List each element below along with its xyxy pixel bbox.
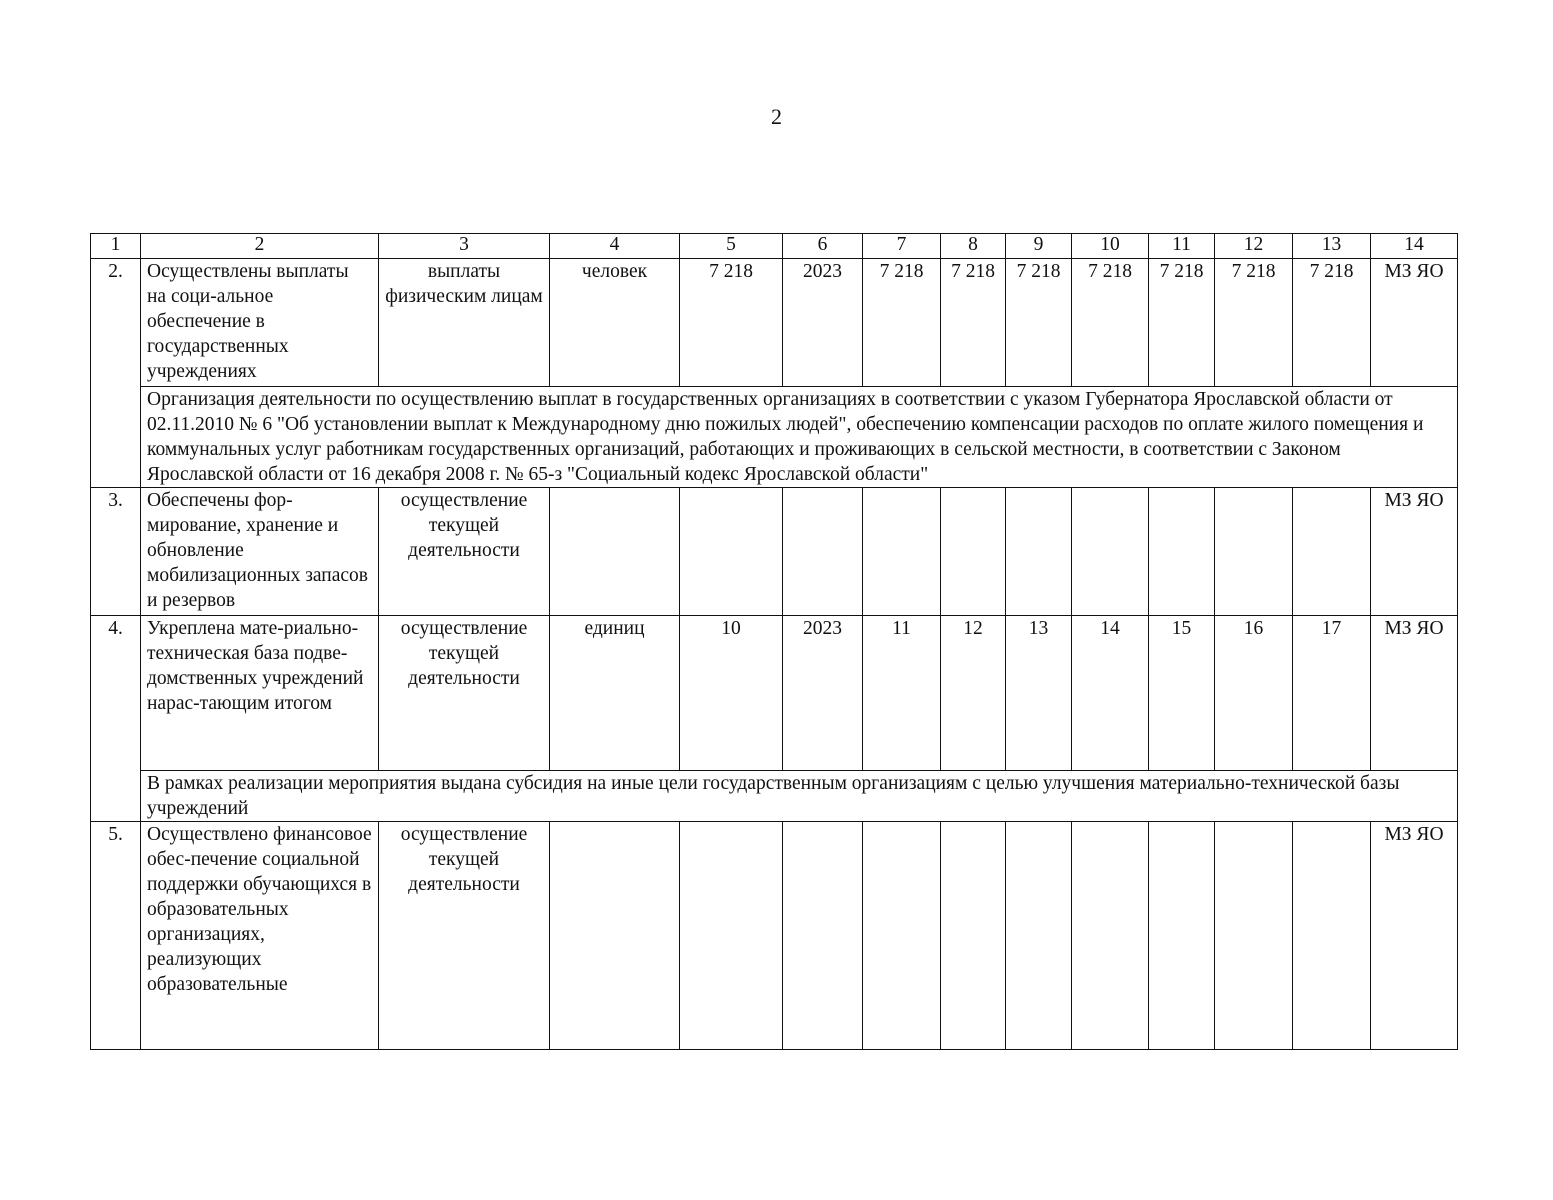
page-number: 2 <box>771 104 782 129</box>
year-value: 7 218 <box>1215 259 1293 387</box>
year-value <box>941 822 1006 1050</box>
year-value: 11 <box>863 616 941 771</box>
year-value: 7 218 <box>1149 259 1215 387</box>
indicator-type: выплаты физическим лицам <box>379 259 550 387</box>
column-number: 11 <box>1149 234 1215 259</box>
base-year <box>783 822 863 1050</box>
year-value <box>1293 488 1371 616</box>
year-value: 12 <box>941 616 1006 771</box>
column-number-row <box>91 234 1458 259</box>
table-row-note <box>91 387 1458 488</box>
unit: человек <box>550 259 680 387</box>
year-value: 7 218 <box>941 259 1006 387</box>
year-value: 14 <box>1072 616 1149 771</box>
base-value: 10 <box>680 616 783 771</box>
indicators-table <box>90 233 1458 1050</box>
row-number: 3. <box>91 488 141 616</box>
responsible: МЗ ЯО <box>1371 488 1458 616</box>
base-value <box>680 488 783 616</box>
year-value <box>1293 822 1371 1050</box>
indicator-type: осуществление текущей деятельности <box>379 488 550 616</box>
column-number: 4 <box>550 234 680 259</box>
year-value <box>941 488 1006 616</box>
year-value: 17 <box>1293 616 1371 771</box>
unit: единиц <box>550 616 680 771</box>
responsible: МЗ ЯО <box>1371 616 1458 771</box>
column-number: 12 <box>1215 234 1293 259</box>
base-year: 2023 <box>783 616 863 771</box>
year-value: 7 218 <box>1006 259 1072 387</box>
year-value <box>1006 822 1072 1050</box>
base-value: 7 218 <box>680 259 783 387</box>
year-value: 16 <box>1215 616 1293 771</box>
indicator-name: Осуществлены выплаты на соци-альное обеспечение в государственных учреждениях <box>141 259 379 387</box>
column-number: 14 <box>1371 234 1458 259</box>
table-row <box>91 616 1458 771</box>
indicator-name: Обеспечены фор-мирование, хранение и обновление мобилизационных запасов и резервов <box>141 488 379 616</box>
responsible: МЗ ЯО <box>1371 822 1458 1050</box>
year-value <box>863 488 941 616</box>
indicator-name: Осуществлено финансовое обес-печение социальной поддержки обучающихся в образовательных организациях, реализующих образовательные <box>141 822 379 1050</box>
column-number: 1 <box>91 234 141 259</box>
unit <box>550 822 680 1050</box>
base-year <box>783 488 863 616</box>
year-value <box>1215 488 1293 616</box>
year-value <box>1006 488 1072 616</box>
year-value: 13 <box>1006 616 1072 771</box>
year-value: 7 218 <box>1293 259 1371 387</box>
column-number: 3 <box>379 234 550 259</box>
indicator-name: Укреплена мате-риально-техническая база подве-домственных учреждений нарас-тающим итогом <box>141 616 379 771</box>
column-number: 8 <box>941 234 1006 259</box>
indicator-type: осуществление текущей деятельности <box>379 616 550 771</box>
column-number: 10 <box>1072 234 1149 259</box>
table-row <box>91 822 1458 1050</box>
base-year: 2023 <box>783 259 863 387</box>
responsible: МЗ ЯО <box>1371 259 1458 387</box>
column-number: 13 <box>1293 234 1371 259</box>
base-value <box>680 822 783 1050</box>
table-row-note <box>91 771 1458 822</box>
year-value: 7 218 <box>863 259 941 387</box>
year-value <box>1215 822 1293 1050</box>
column-number: 5 <box>680 234 783 259</box>
column-number: 7 <box>863 234 941 259</box>
year-value: 7 218 <box>1072 259 1149 387</box>
indicator-type: осуществление текущей деятельности <box>379 822 550 1050</box>
row-note: Организация деятельности по осуществлению выплат в государственных организациях в соответствии с указом Губернатора Ярославской области от 02.11.2010 № 6 "Об установлении выплат к Международному дню пожилых людей", обеспечению компенсации расходов по оплате жилого помещения и коммунальных услуг работникам государственных организаций, работающих и проживающих в сельской местности, в соответствии с Законом Ярославской области от 16 декабря 2008 г. № 65-з "Социальный кодекс Ярославской области" <box>141 387 1458 488</box>
year-value <box>1149 488 1215 616</box>
column-number: 9 <box>1006 234 1072 259</box>
year-value <box>1072 822 1149 1050</box>
year-value <box>1072 488 1149 616</box>
table-row <box>91 488 1458 616</box>
row-note: В рамках реализации мероприятия выдана субсидия на иные цели государственным организациям с целью улучшения материально-технической базы учреждений <box>141 771 1458 822</box>
row-number: 5. <box>91 822 141 1050</box>
year-value <box>1149 822 1215 1050</box>
year-value <box>863 822 941 1050</box>
row-number: 4. <box>91 616 141 822</box>
table-row <box>91 259 1458 387</box>
column-number: 6 <box>783 234 863 259</box>
year-value: 15 <box>1149 616 1215 771</box>
row-number: 2. <box>91 259 141 488</box>
column-number: 2 <box>141 234 379 259</box>
unit <box>550 488 680 616</box>
